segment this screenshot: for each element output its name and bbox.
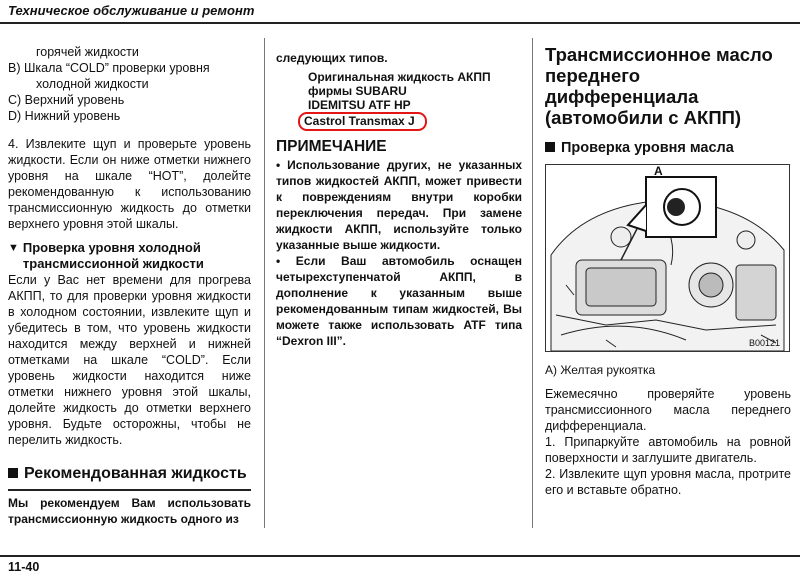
step-2: 2. Извлеките щуп уровня масла, протрите его и вставьте обратно.: [545, 467, 791, 497]
column-2: [276, 50, 522, 349]
figure-label-a: A: [654, 165, 663, 178]
page-header: [0, 0, 800, 24]
subsection-heading: [545, 140, 791, 156]
list-item-b: B) Шкала “COLD” проверки уровня: [8, 61, 210, 75]
fluid-item-2: IDEMITSU ATF HP: [308, 98, 411, 112]
engine-bay-figure: [545, 164, 790, 352]
figure-code: B00121: [749, 338, 781, 348]
check-paragraph: Ежемесячно проверяйте уровень трансмиссионного масла переднего дифференциала.: [545, 387, 791, 433]
column-divider-right: [532, 38, 533, 528]
engine-illustration: [546, 165, 789, 351]
cold-check-heading: [8, 240, 251, 272]
column-3: [545, 44, 791, 498]
recommended-fluid-heading-text: Рекомендованная жидкость: [24, 465, 247, 482]
list-continuation: горячей жидкости: [36, 45, 139, 59]
step-4: 4. Извлеките щуп и проверьте уровень жидкости. Если он ниже отметки нижнего уровня на шкале “HOT”, долейте рекомендованную к использованию трансмиссионную жидкость до отметки верхнего уровня этой шкалы.: [8, 137, 251, 231]
fluid-item-1: Оригинальная жидкость АКПП: [308, 70, 491, 84]
cold-check-text: Если у Вас нет времени для прогрева АКПП, то для проверки уровня жидкости в холодном состоянии, извлеките щуп и убедитесь в том, что уровень жидкости находится между верхней и нижней отметками на шкале “COLD”. Если уровень жидкости находится ниже отметки нижнего уровня этой шкалы, долейте жидкость до отметки верхнего уровня. Будьте осторожны, чтобы не перелить жидкость.: [8, 273, 251, 447]
note-title: ПРИМЕЧАНИЕ: [276, 138, 387, 155]
square-bullet-icon: [545, 142, 555, 152]
fluid-item-1-cont: фирмы SUBARU: [308, 84, 407, 98]
header-title: Техническое обслуживание и ремонт: [8, 3, 255, 18]
note-item-1: • Использование других, не указанных типов жидкостей АКПП, может привести к повреждениям внутри коробки переключения передач. При замене жидкости АКПП, используйте только указанные выше жидкости.: [276, 158, 522, 252]
note-item-2: • Если Ваш автомобиль оснащен четырехступенчатой АКПП, в дополнение к указанным выше рекомендованным типам жидкостей, Вы можете также использовать ATF типа “Dexron III”.: [276, 254, 522, 348]
section-title: Трансмиссионное масло переднего дифференциала (автомобили с АКПП): [545, 44, 773, 128]
list-item-b-cont: холодной жидкости: [36, 77, 149, 91]
page-footer: [0, 555, 800, 578]
figure-caption: A) Желтая рукоятка: [545, 363, 656, 377]
column-divider-left: [264, 38, 265, 528]
list-item-d: D) Нижний уровень: [8, 109, 121, 123]
subsection-heading-text: Проверка уровня масла: [561, 140, 734, 156]
cold-check-heading-text: Проверка уровня холодной трансмиссионной жидкости: [22, 240, 204, 271]
recommended-fluid-heading: [8, 464, 251, 491]
fluid-intro: следующих типов.: [276, 51, 388, 65]
fluid-list: [276, 70, 522, 131]
square-bullet-icon: [8, 468, 18, 478]
step-1: 1. Припаркуйте автомобиль на ровной поверхности и заглушите двигатель.: [545, 435, 791, 465]
column-1: [8, 44, 251, 527]
page-number: 11-40: [8, 560, 40, 574]
triangle-down-icon: ▼: [8, 242, 19, 254]
recommended-fluid-text: Мы рекомендуем Вам использовать трансмиссионную жидкость одного из: [8, 496, 251, 526]
fluid-item-3-circled: Castrol Transmax J: [298, 112, 427, 131]
list-item-c: C) Верхний уровень: [8, 93, 125, 107]
